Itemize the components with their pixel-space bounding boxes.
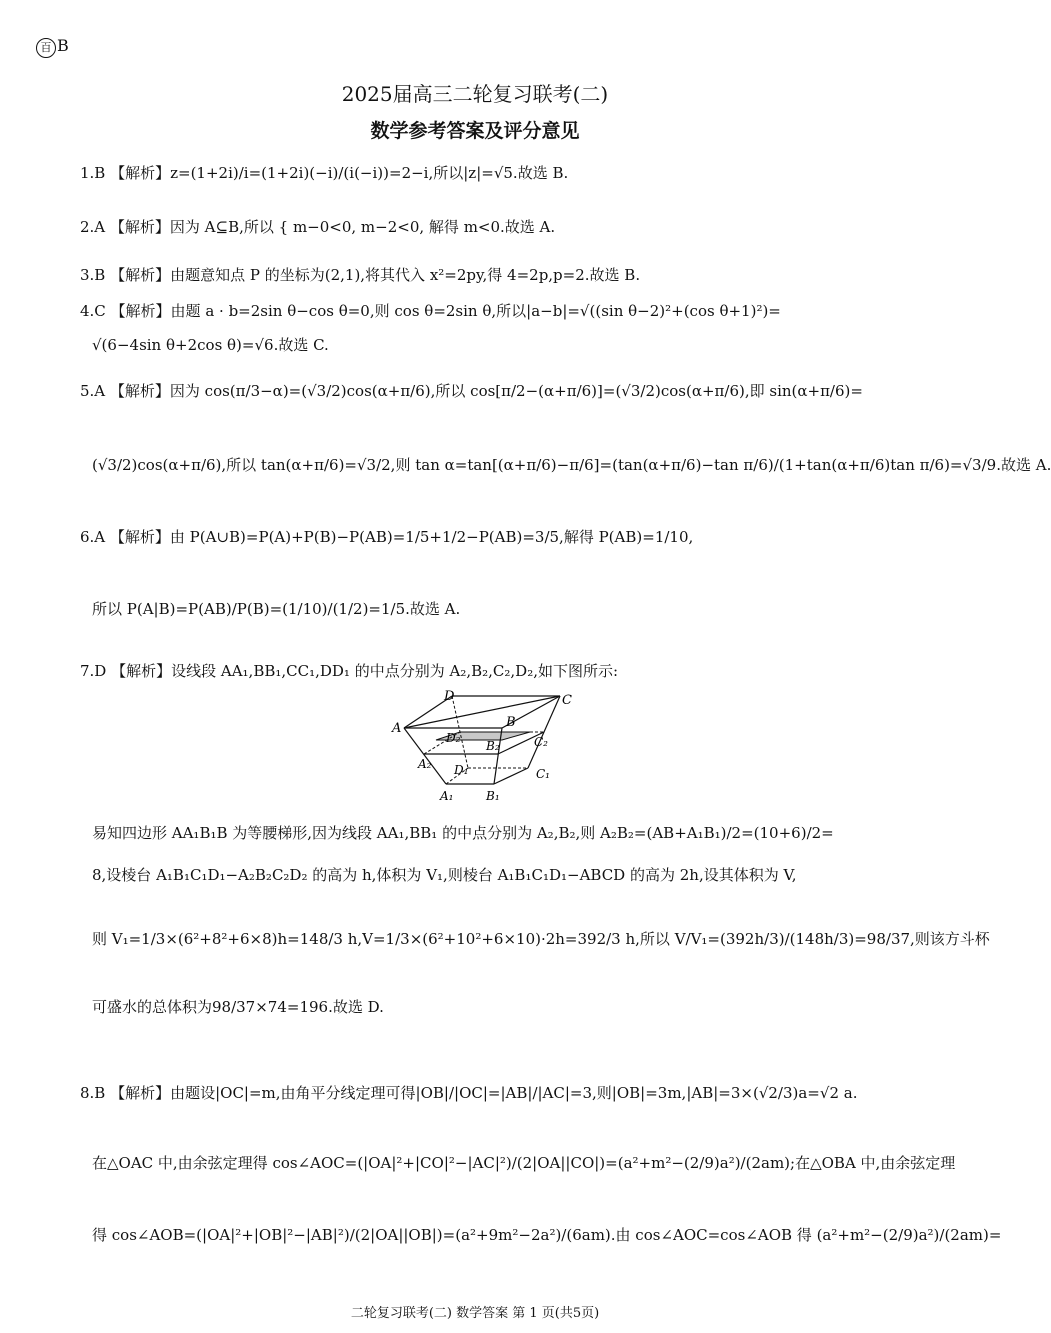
answer-2: 2.A 【解析】因为 A⊆B,所以 { m−0<0, m−2<0, 解得 m<0.故选 A.: [80, 218, 556, 236]
answer-4-line1: 4.C 【解析】由题 a · b=2sin θ−cos θ=0,则 cos θ=2sin θ,所以|a−b|=√((sin θ−2)²+(cos θ+1)²)=: [80, 302, 781, 320]
page-footer: 二轮复习联考(二) 数学答案 第 1 页(共5页): [350, 1306, 600, 1321]
answer-7-line4: 则 V₁=1/3×(6²+8²+6×8)h=148/3 h,V=1/3×(6²+10²+6×10)·2h=392/3 h,所以 V/V₁=(392h/3)/(148h/3)=98/37,则该方斗杯: [92, 930, 990, 948]
label-D1: D₁: [454, 763, 469, 777]
label-D2: D₂: [446, 731, 461, 745]
answer-7-line1: 7.D 【解析】设线段 AA₁,BB₁,CC₁,DD₁ 的中点分别为 A₂,B₂,C₂,D₂,如下图所示:: [80, 662, 619, 680]
answer-7-line2: 易知四边形 AA₁B₁B 为等腰梯形,因为线段 AA₁,BB₁ 的中点分别为 A₂,B₂,则 A₂B₂=(AB+A₁B₁)/2=(10+6)/2=: [92, 824, 834, 842]
label-D: D: [444, 689, 455, 704]
label-C2: C₂: [534, 735, 548, 749]
label-B1: B₁: [486, 789, 500, 803]
label-C: C: [562, 693, 572, 708]
answer-5-line1: 5.A 【解析】因为 cos(π/3−α)=(√3/2)cos(α+π/6),所以 cos[π/2−(α+π/6)]=(√3/2)cos(α+π/6),即 sin(α+π/6)=: [80, 382, 863, 400]
corner-letter: B: [57, 36, 69, 55]
answer-7-line5: 可盛水的总体积为98/37×74=196.故选 D.: [92, 998, 384, 1016]
frustum-diagram: [390, 688, 590, 803]
answer-1: 1.B 【解析】z=(1+2i)/i=(1+2i)(−i)/(i(−i))=2−i,所以|z|=√5.故选 B.: [80, 164, 569, 182]
label-B: B: [506, 715, 516, 730]
answer-3: 3.B 【解析】由题意知点 P 的坐标为(2,1),将其代入 x²=2py,得 4=2p,p=2.故选 B.: [80, 266, 641, 284]
answer-8-line1: 8.B 【解析】由题设|OC|=m,由角平分线定理可得|OB|/|OC|=|AB|/|AC|=3,则|OB|=3m,|AB|=3×(√2/3)a=√2 a.: [80, 1084, 858, 1102]
corner-mark: [36, 36, 69, 58]
answer-6-line2: 所以 P(A|B)=P(AB)/P(B)=(1/10)/(1/2)=1/5.故选 A.: [92, 600, 461, 618]
circled-char: 百: [36, 38, 56, 58]
answer-8-line3: 得 cos∠AOB=(|OA|²+|OB|²−|AB|²)/(2|OA||OB|)=(a²+9m²−2a²)/(6am).由 cos∠AOC=cos∠AOB 得 (a²+m²−(2/9)a²)/(2am)=: [92, 1226, 1002, 1244]
label-C1: C₁: [536, 767, 550, 781]
label-A1: A₁: [440, 789, 454, 803]
label-B2: B₂: [486, 739, 500, 753]
answer-7-line3: 8,设棱台 A₁B₁C₁D₁−A₂B₂C₂D₂ 的高为 h,体积为 V₁,则棱台 A₁B₁C₁D₁−ABCD 的高为 2h,设其体积为 V,: [92, 866, 797, 884]
page-subtitle: 数学参考答案及评分意见: [370, 120, 580, 142]
answer-6-line1: 6.A 【解析】由 P(A∪B)=P(A)+P(B)−P(AB)=1/5+1/2−P(AB)=3/5,解得 P(AB)=1/10,: [80, 528, 694, 546]
label-A: A: [392, 721, 402, 736]
answer-8-line2: 在△OAC 中,由余弦定理得 cos∠AOC=(|OA|²+|CO|²−|AC|²)/(2|OA||CO|)=(a²+m²−(2/9)a²)/(2am);在△OBA 中,由余弦定理: [92, 1154, 956, 1172]
answer-5-line2: (√3/2)cos(α+π/6),所以 tan(α+π/6)=√3/2,则 tan α=tan[(α+π/6)−π/6]=(tan(α+π/6)−tan π/6)/(1+tan(α+π/6)tan π/6)=√3/9.故选 A.: [92, 456, 1051, 474]
page-title: 2025届高三二轮复习联考(二): [341, 82, 609, 106]
label-A2: A₂: [418, 757, 432, 771]
answer-4-line2: √(6−4sin θ+2cos θ)=√6.故选 C.: [92, 336, 329, 354]
